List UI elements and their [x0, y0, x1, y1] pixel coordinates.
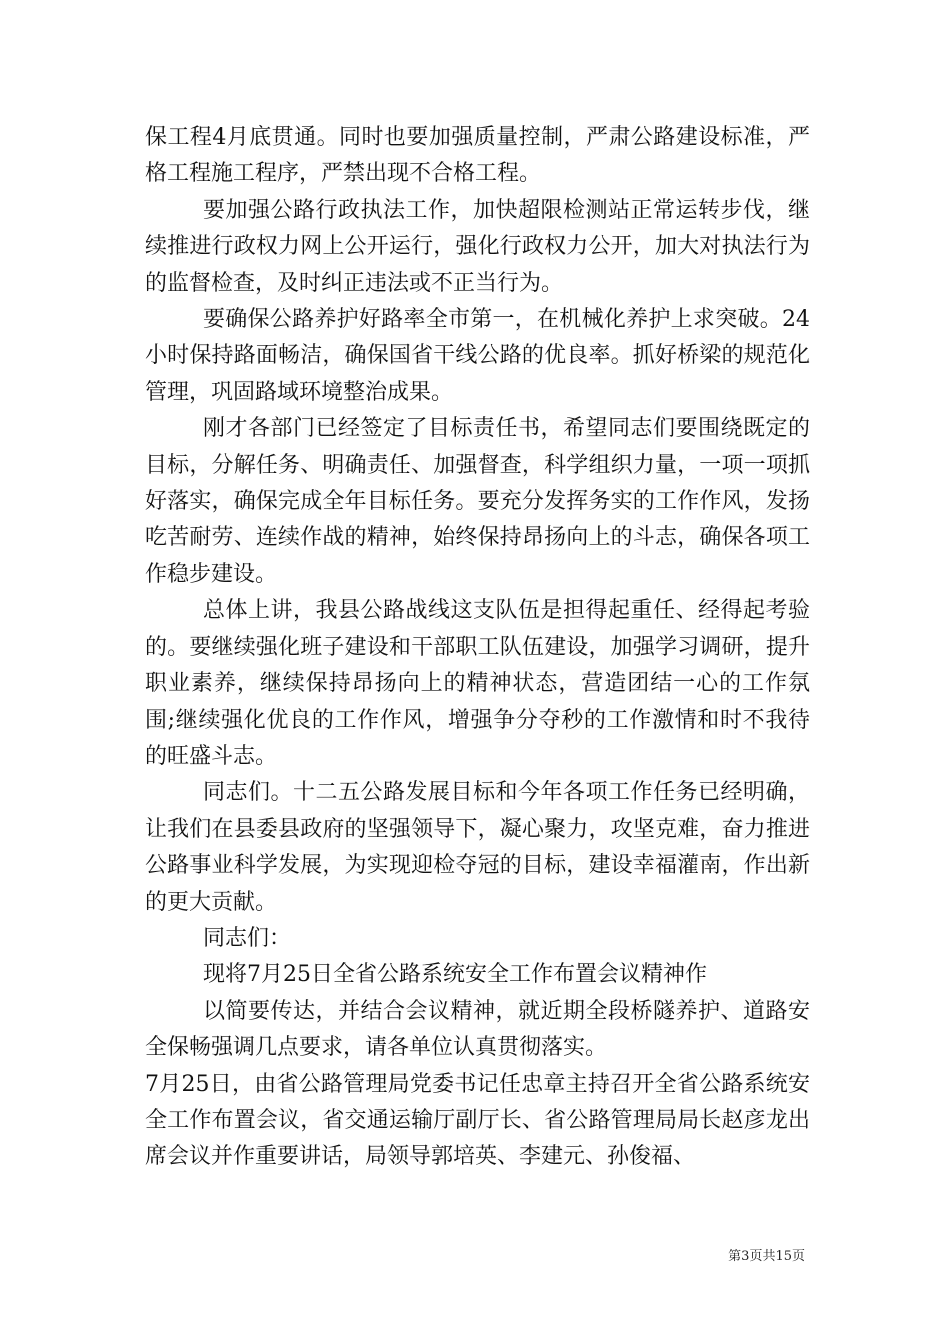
- paragraph-2: 要加强公路行政执法工作，加快超限检测站正常运转步伐，继续推进行政权力网上公开运行，强化行政权力公开，加大对执法行为的监督检查，及时纠正违法或不正当行为。: [145, 197, 810, 296]
- paragraph-3: 要确保公路养护好路率全市第一，在机械化养护上求突破。24小时保持路面畅洁，确保国省干线公路的优良率。抓好桥梁的规范化管理，巩固路域环境整治成果。: [145, 307, 810, 405]
- paragraph-5: 总体上讲，我县公路战线这支队伍是担得起重任、经得起考验的。要继续强化班子建设和干部职工队伍建设，加强学习调研，提升职业素养，继续保持昂扬向上的精神状态，营造团结一心的工作氛围;继续强化优良的工作作风，增强争分夺秒的工作激情和时不我待的旺盛斗志。: [145, 598, 810, 769]
- page-number: 第3页共15页: [728, 1249, 805, 1264]
- paragraph-1: 保工程4月底贯通。同时也要加强质量控制，严肃公路建设标准，严格工程施工程序，严禁出现不合格工程。: [145, 125, 810, 187]
- paragraph-10: 7月25日，由省公路管理局党委书记任忠章主持召开全省公路系统安全工作布置会议，省交通运输厅副厅长、省公路管理局局长赵彦龙出席会议并作重要讲话，局领导郭培英、李建元、孙俊福、: [145, 1071, 810, 1170]
- document-body: [145, 120, 810, 1176]
- paragraph-6: 同志们。十二五公路发展目标和今年各项工作任务已经明确，让我们在县委县政府的坚强领导下，凝心聚力，攻坚克难，奋力推进公路事业科学发展，为实现迎检夺冠的目标，建设幸福灌南，作出新的更大贡献。: [145, 780, 810, 915]
- paragraph-4: 刚才各部门已经签定了目标责任书，希望同志们要围绕既定的目标，分解任务、明确责任、加强督查，科学组织力量，一项一项抓好落实，确保完成全年目标任务。要充分发挥务实的工作作风，发扬吃苦耐劳、连续作战的精神，始终保持昂扬向上的斗志，确保各项工作稳步建设。: [145, 416, 810, 587]
- paragraph-9: 以简要传达，并结合会议精神，就近期全段桥隧养护、道路安全保畅强调几点要求，请各单位认真贯彻落实。: [145, 998, 810, 1061]
- paragraph-7: 同志们：: [203, 925, 292, 951]
- paragraph-8: 现将7月25日全省公路系统安全工作布置会议精神作: [203, 962, 707, 988]
